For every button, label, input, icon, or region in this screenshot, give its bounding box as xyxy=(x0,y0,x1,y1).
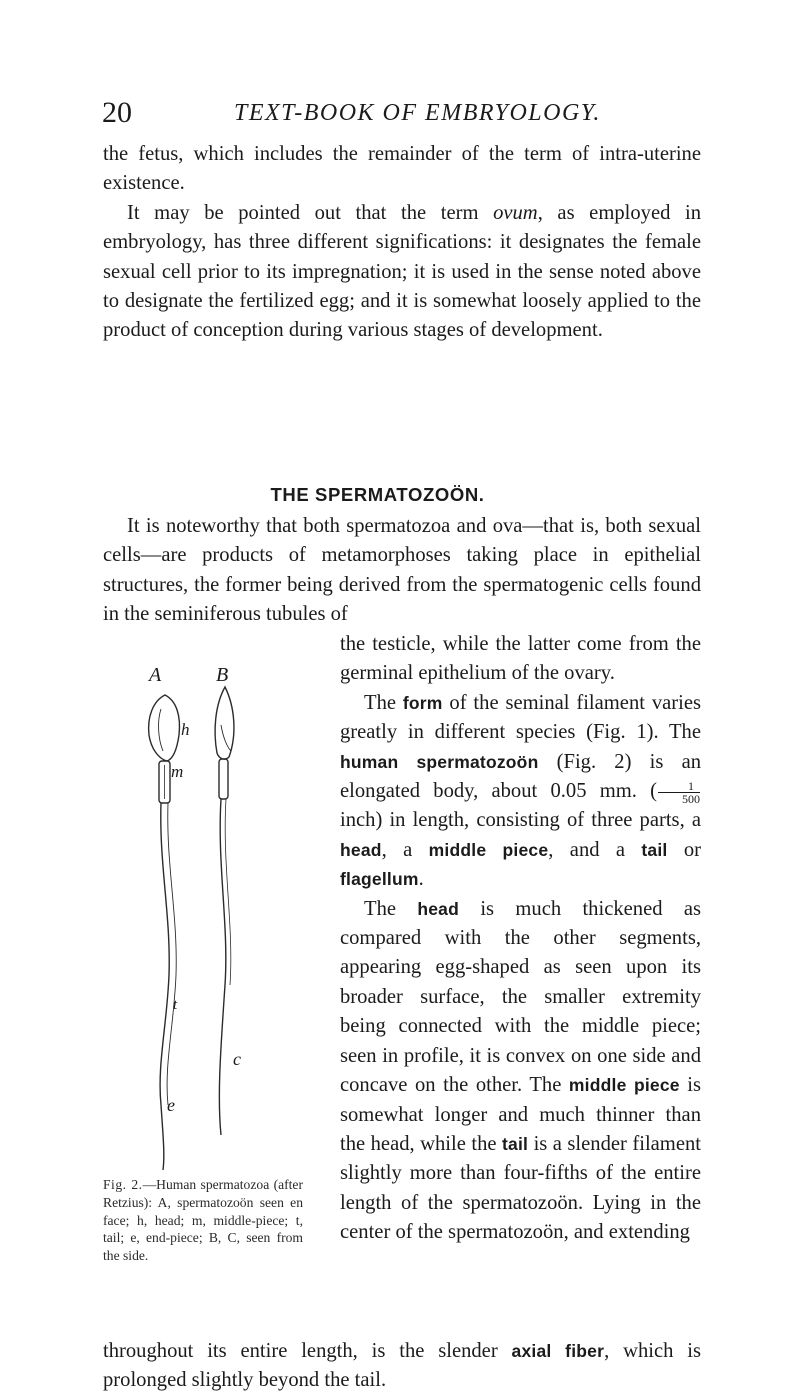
term-axial-fiber: axial fiber xyxy=(511,1341,605,1361)
running-title: TEXT-BOOK OF EMBRYOLOGY. xyxy=(234,100,601,126)
term-middle-piece: middle piece xyxy=(568,1075,680,1096)
paragraph: The form of the seminal filament varies greatly in different species (Fig. 1). The human spermatozoön (Fig. 2) is an elongated body, about 0.05 mm. ( $\frac{1}{500}$ inch) in length, consisting of three parts, a head, a middle piece, and a tail or flagellum. xyxy=(340,691,702,891)
term-tail: tail xyxy=(502,1133,529,1154)
wrapped-text xyxy=(340,630,701,1248)
closing-text xyxy=(103,1337,701,1396)
term-human-spermatozoon: human spermatozoön xyxy=(340,751,539,772)
paragraph: It is noteworthy that both spermatozoa and ova—that is, both sexual cells—are products of metamorphoses taking place in epithelial structures, the former being derived from the spermatogenic cells found in the seminiferous tubules of xyxy=(103,515,701,626)
paragraph: the fetus, which includes the remainder of the term of intra-uterine existence. xyxy=(103,143,701,195)
label-A: A xyxy=(149,665,162,686)
head-b xyxy=(215,687,234,759)
page-header xyxy=(102,96,722,136)
term-head: head xyxy=(340,839,382,860)
term-head: head xyxy=(417,898,459,919)
page-number: 20 xyxy=(102,96,132,129)
section-heading: THE SPERMATOZOÖN. xyxy=(270,484,485,505)
paragraph: The head is much thickened as compared with the other segments, appearing egg-shaped as seen upon its broader surface, the smaller extremity being connected with the middle piece; seen in profile, it is convex on one side and concave on the other. The middle piece is somewhat longer and much thinner than the head, while the tail is a slender filament slightly more than four-fifths of the entire length of the spermatozoön. Lying in the center of the spermatozoön, and extending xyxy=(340,897,701,1244)
middle-piece-b xyxy=(219,759,228,799)
head-a-inner xyxy=(159,709,163,751)
term-flagellum: flagellum xyxy=(340,869,419,890)
fraction: $\frac{1}{500}$ xyxy=(658,780,700,805)
paragraph: It may be pointed out that the term ovum, as employed in embryology, has three different significations: it designates the female sexual cell prior to its impregnation; it is used in the sense noted above to designate the fertilized egg; and it is somewhat loosely applied to the product of conception during various stages of development. xyxy=(103,201,701,342)
term-middle-piece: middle piece xyxy=(428,839,549,860)
term-form: form xyxy=(402,692,443,713)
term-tail: tail xyxy=(641,839,668,860)
intro-text xyxy=(103,140,701,346)
paragraph: throughout its entire length, is the slender axial fiber, which is prolonged slightly beyond the tail. xyxy=(103,1340,701,1392)
label-h: h xyxy=(181,720,190,739)
label-t: t xyxy=(173,997,178,1013)
tail-b xyxy=(219,799,225,1135)
term-ovum: ovum xyxy=(493,201,538,224)
figure-caption xyxy=(103,1176,303,1265)
spermatozoa-illustration xyxy=(103,665,303,1175)
label-c: c xyxy=(233,1049,241,1069)
caption-text: —Human spermatozoa (after Retzius): A, spermatozoön seen en face; h, head; m, middle-piece; t, tail; e, end-piece; B, C, seen from the side. xyxy=(103,1177,303,1264)
paragraph: the testicle, while the latter come from the germinal epithelium of the ovary. xyxy=(340,633,701,685)
section-paragraph xyxy=(103,512,701,630)
label-m: m xyxy=(171,762,184,781)
label-B: B xyxy=(216,665,229,686)
head-a xyxy=(149,695,180,761)
caption-label: Fig. 2. xyxy=(103,1177,143,1192)
label-e: e xyxy=(167,1095,175,1115)
